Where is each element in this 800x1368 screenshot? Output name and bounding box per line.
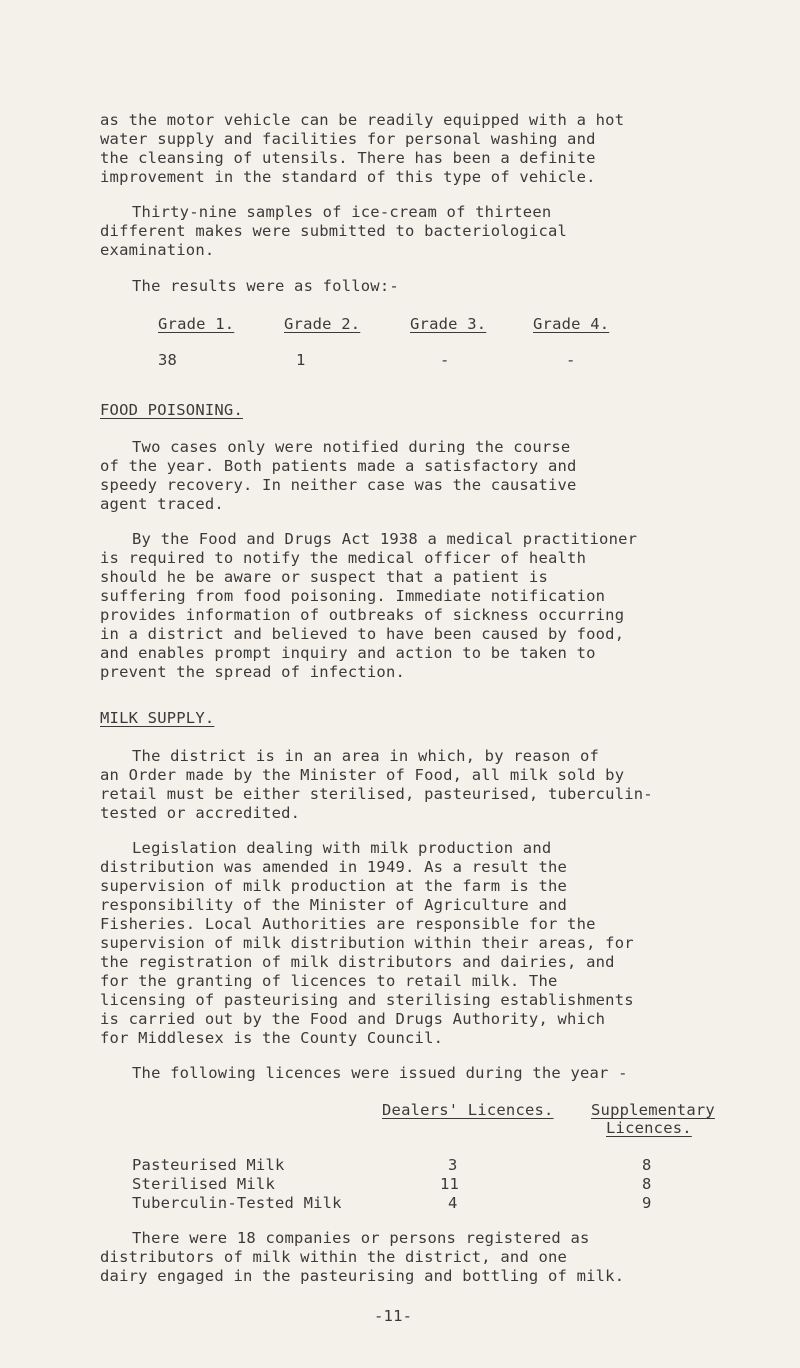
ms-para2-line-9: licensing of pasteurising and sterilising establishments bbox=[100, 991, 634, 1009]
grade-4-header: Grade 4. bbox=[533, 315, 610, 333]
licence-row-supplementary: 8 bbox=[642, 1175, 652, 1193]
licence-row-dealers: 4 bbox=[448, 1194, 458, 1212]
fp-para2-line-3: should he be aware or suspect that a patient is bbox=[100, 568, 548, 586]
fp-para2-line-1: By the Food and Drugs Act 1938 a medical practitioner bbox=[132, 530, 638, 548]
fp-para1-line-4: agent traced. bbox=[100, 495, 224, 513]
ms-para1-line-4: tested or accredited. bbox=[100, 804, 301, 822]
ms-para2-line-7: the registration of milk distributors and dairies, and bbox=[100, 953, 615, 971]
icecream-line-2: different makes were submitted to bacteriological bbox=[100, 222, 568, 240]
grade-1-value: 38 bbox=[158, 351, 178, 369]
licence-row-label: Tuberculin-Tested Milk bbox=[132, 1194, 342, 1212]
licence-row-dealers: 3 bbox=[448, 1156, 458, 1174]
fp-para2-line-4: suffering from food poisoning. Immediate notification bbox=[100, 587, 606, 605]
licences-intro: The following licences were issued during the year - bbox=[132, 1064, 628, 1082]
food-poisoning-heading: FOOD POISONING. bbox=[100, 401, 243, 419]
ms-para1-line-1: The district is in an area in which, by reason of bbox=[132, 747, 600, 765]
ms-para2-line-10: is carried out by the Food and Drugs Authority, which bbox=[100, 1010, 606, 1028]
results-intro: The results were as follow:- bbox=[132, 277, 399, 295]
milk-supply-heading: MILK SUPPLY. bbox=[100, 709, 215, 727]
ms-para1-line-3: retail must be either sterilised, pasteurised, tuberculin- bbox=[100, 785, 653, 803]
intro-line-4: improvement in the standard of this type of vehicle. bbox=[100, 168, 596, 186]
grade-3-header: Grade 3. bbox=[410, 315, 487, 333]
ms-para2-line-1: Legislation dealing with milk production and bbox=[132, 839, 552, 857]
licence-row-supplementary: 8 bbox=[642, 1156, 652, 1174]
fp-para1-line-3: speedy recovery. In neither case was the causative bbox=[100, 476, 577, 494]
ms-para2-line-6: supervision of milk distribution within their areas, for bbox=[100, 934, 634, 952]
ms-para1-line-2: an Order made by the Minister of Food, all milk sold by bbox=[100, 766, 625, 784]
grade-2-header: Grade 2. bbox=[284, 315, 361, 333]
grade-2-value: 1 bbox=[296, 351, 306, 369]
fp-para2-line-8: prevent the spread of infection. bbox=[100, 663, 406, 681]
icecream-line-1: Thirty-nine samples of ice-cream of thirteen bbox=[132, 203, 552, 221]
ms-para2-line-3: supervision of milk production at the farm is the bbox=[100, 877, 568, 895]
fp-para2-line-5: provides information of outbreaks of sickness occurring bbox=[100, 606, 625, 624]
icecream-line-3: examination. bbox=[100, 241, 215, 259]
closing-line-1: There were 18 companies or persons registered as bbox=[132, 1229, 590, 1247]
fp-para2-line-6: in a district and believed to have been caused by food, bbox=[100, 625, 625, 643]
closing-line-2: distributors of milk within the district, and one bbox=[100, 1248, 568, 1266]
fp-para1-line-2: of the year. Both patients made a satisfactory and bbox=[100, 457, 577, 475]
supplementary-header-line-1: Supplementary bbox=[591, 1101, 715, 1119]
intro-line-3: the cleansing of utensils. There has been a definite bbox=[100, 149, 596, 167]
ms-para2-line-5: Fisheries. Local Authorities are responsible for the bbox=[100, 915, 596, 933]
ms-para2-line-4: responsibility of the Minister of Agriculture and bbox=[100, 896, 568, 914]
grade-4-value: - bbox=[566, 351, 576, 369]
intro-line-1: as the motor vehicle can be readily equipped with a hot bbox=[100, 111, 625, 129]
licence-row-dealers: 11 bbox=[440, 1175, 460, 1193]
fp-para2-line-2: is required to notify the medical officer of health bbox=[100, 549, 587, 567]
intro-line-2: water supply and facilities for personal washing and bbox=[100, 130, 596, 148]
licence-row-label: Pasteurised Milk bbox=[132, 1156, 285, 1174]
grade-1-header: Grade 1. bbox=[158, 315, 235, 333]
closing-line-3: dairy engaged in the pasteurising and bottling of milk. bbox=[100, 1267, 625, 1285]
dealers-licences-header: Dealers' Licences. bbox=[382, 1101, 554, 1119]
licence-row-supplementary: 9 bbox=[642, 1194, 652, 1212]
ms-para2-line-2: distribution was amended in 1949. As a result the bbox=[100, 858, 568, 876]
grade-3-value: - bbox=[440, 351, 450, 369]
ms-para2-line-8: for the granting of licences to retail milk. The bbox=[100, 972, 558, 990]
ms-para2-line-11: for Middlesex is the County Council. bbox=[100, 1029, 444, 1047]
supplementary-header-line-2: Licences. bbox=[606, 1119, 692, 1137]
fp-para2-line-7: and enables prompt inquiry and action to be taken to bbox=[100, 644, 596, 662]
licence-row-label: Sterilised Milk bbox=[132, 1175, 275, 1193]
fp-para1-line-1: Two cases only were notified during the course bbox=[132, 438, 571, 456]
page-number: -11- bbox=[374, 1307, 413, 1325]
